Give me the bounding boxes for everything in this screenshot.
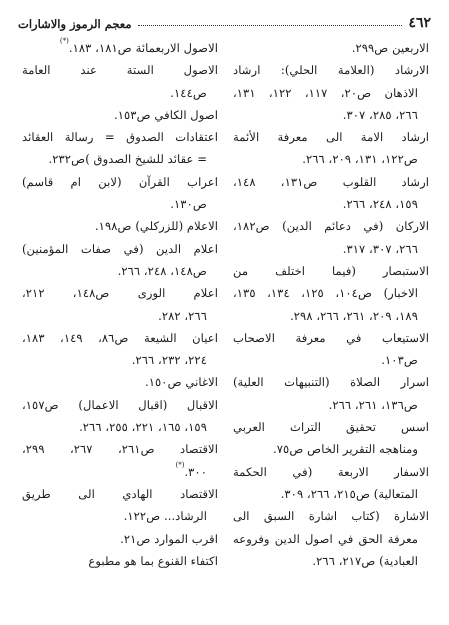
index-entry-line: اصول الكافي ص١٥٣. — [114, 107, 218, 122]
index-entry-line: = عقائد للشيخ الصدوق )ص٢٣٢. — [48, 152, 207, 167]
index-entry-line: الاقبال (اقبال الاعمال) ص١٥٧، — [22, 397, 218, 412]
index-entry-line: ارشاد القلوب ص١٣١، ١٤٨، — [233, 174, 429, 189]
index-entry-line: الاصول الاربعمائة ص١٨١، ١٨٣.(*) — [59, 37, 218, 55]
index-entry-line: معرفة الحق في اصول الدين وفروعه — [233, 531, 418, 546]
index-entry-line: الرشاد... ص١٢٢. — [123, 509, 207, 524]
index-entry-line: الاغاني ص١٥٠. — [145, 375, 218, 390]
index-entry-line: اعراب القرآن (لابن ام قاسم) — [22, 174, 218, 189]
index-entry-line: اعلام الورى ص١٤٨، ٢١٢، — [22, 286, 218, 301]
index-entry — [22, 394, 218, 439]
running-title: معجم الرموز والاشارات — [18, 17, 132, 31]
index-entry — [233, 505, 429, 572]
index-entry — [22, 59, 218, 104]
index-entry-line: الاقتصاد ص٢٦١، ٢٦٧، ٢٩٩، — [22, 442, 218, 457]
index-entry — [233, 461, 429, 506]
index-entry-line: الاربعين ص٢٩٩. — [351, 41, 429, 55]
index-entry-line: العبادية) ص٢١٧، ٢٦٦. — [312, 553, 418, 568]
index-entry — [233, 416, 429, 461]
index-entry-line: ص١٤٤. — [170, 85, 207, 100]
index-entry — [233, 171, 429, 216]
index-entry — [22, 238, 218, 283]
index-entry-line: الاعلام (للزركلي) ص١٩٨. — [94, 219, 218, 234]
index-entry-line: اعتقادات الصدوق = رسالة العقائد — [22, 130, 218, 145]
index-entry-line: اعيان الشيعة ص٨٦، ١٤٩، ١٨٣، — [22, 330, 218, 345]
index-entry — [22, 371, 218, 393]
header-dotted-leader — [138, 25, 403, 26]
index-entry — [22, 171, 218, 216]
index-entry-line: ٢٦٦، ٢٨٢. — [158, 308, 207, 323]
index-entry — [22, 528, 218, 550]
footnote-asterisk-mark: (*) — [59, 37, 69, 45]
index-entry-line: الاسفار الاربعة (في الحكمة — [233, 464, 429, 479]
index-entry-line: اكتفاء القنوع بما هو مطبوع — [88, 553, 218, 568]
index-entry — [22, 104, 218, 126]
index-entry-line: ص١٣٦، ٢٦١، ٢٦٦. — [328, 397, 418, 412]
index-entry-line: الاستبصار (فيما اختلف من — [233, 263, 429, 278]
index-entry — [233, 126, 429, 171]
index-entry-line: ص١٠٣. — [381, 353, 418, 368]
index-entry — [22, 37, 218, 59]
index-entry-line: الاصول الستة عند العامة — [22, 63, 218, 78]
index-entry-line: الارشاد (العلامة الحلي): ارشاد — [233, 63, 429, 78]
index-entry-line: ٢٦٦، ٣٠٧، ٣١٧. — [342, 241, 418, 256]
index-entry — [22, 126, 218, 171]
index-entry — [22, 550, 218, 572]
index-entry-line: الاذهان ص٢٠، ١١٧، ١٢٢، ١٣١، — [233, 85, 418, 100]
index-entry-line: ص١٣٠. — [170, 197, 207, 212]
index-entry — [233, 260, 429, 327]
index-entry — [22, 215, 218, 237]
index-entry — [22, 483, 218, 528]
index-entry-line: اقرب الموارد ص٢١. — [120, 531, 218, 546]
index-entry-line: الاقتصاد الهادي الى طريق — [22, 486, 218, 501]
index-entry — [233, 59, 429, 126]
index-entry-line: ص١٤٨، ٢٤٨، ٢٦٦. — [117, 263, 207, 278]
index-entry-line: ١٨٩، ٢٠٩، ٢٦١، ٢٦٦، ٢٩٨. — [290, 308, 418, 323]
index-entry-line: ٣٠٠.(*) — [175, 460, 207, 479]
index-entry — [22, 438, 218, 483]
index-entry — [22, 282, 218, 327]
index-column-right — [233, 37, 429, 572]
index-entry-line: ص١٢٢، ١٣١، ٢٠٩، ٢٦٦. — [302, 152, 418, 167]
page-number: ٤٦٢ — [408, 15, 431, 31]
index-entry — [233, 215, 429, 260]
index-entry-line: ومناهجه التقرير الخاص ص٧٥. — [273, 442, 418, 457]
index-entry-line: ٢٦٦، ٢٨٥، ٣٠٧. — [342, 107, 418, 122]
index-entry-line: الاركان (في دعائم الدين) ص١٨٢، — [233, 219, 429, 234]
index-entry-line: ١٥٩، ٢٤٨، ٢٦٦. — [342, 197, 418, 212]
index-entry — [233, 327, 429, 372]
index-entry-line: ارشاد الامة الى معرفة الأئمة — [233, 130, 429, 145]
index-entry-line: ٢٢٤، ٢٣٢، ٢٦٦. — [131, 353, 207, 368]
index-column-left — [22, 37, 218, 572]
index-entry — [233, 371, 429, 416]
index-entry-line: الاخبار) ص١٠٤، ١٢٥، ١٣٤، ١٣٥، — [233, 286, 418, 301]
index-entry-line: المتعالية) ص٢١٥، ٢٦٦، ٣٠٩. — [280, 486, 418, 501]
index-entry-line: اسس تحقيق التراث العربي — [233, 420, 429, 435]
index-entry-line: اسرار الصلاة (التنبيهات العلية) — [233, 375, 429, 390]
footnote-asterisk-mark: (*) — [175, 460, 185, 469]
index-entry-line: ١٥٩، ١٦٥، ٢٢١، ٢٥٥، ٢٦٦. — [79, 420, 207, 435]
index-entry-line: الاستيعاب في معرفة الاصحاب — [233, 330, 429, 345]
page-header — [18, 11, 431, 31]
index-entry-line: الاشارة (كتاب اشارة السبق الى — [233, 509, 429, 524]
index-entry — [22, 327, 218, 372]
index-entry — [233, 37, 429, 59]
index-entry-line: اعلام الدين (في صفات المؤمنين) — [22, 241, 218, 256]
